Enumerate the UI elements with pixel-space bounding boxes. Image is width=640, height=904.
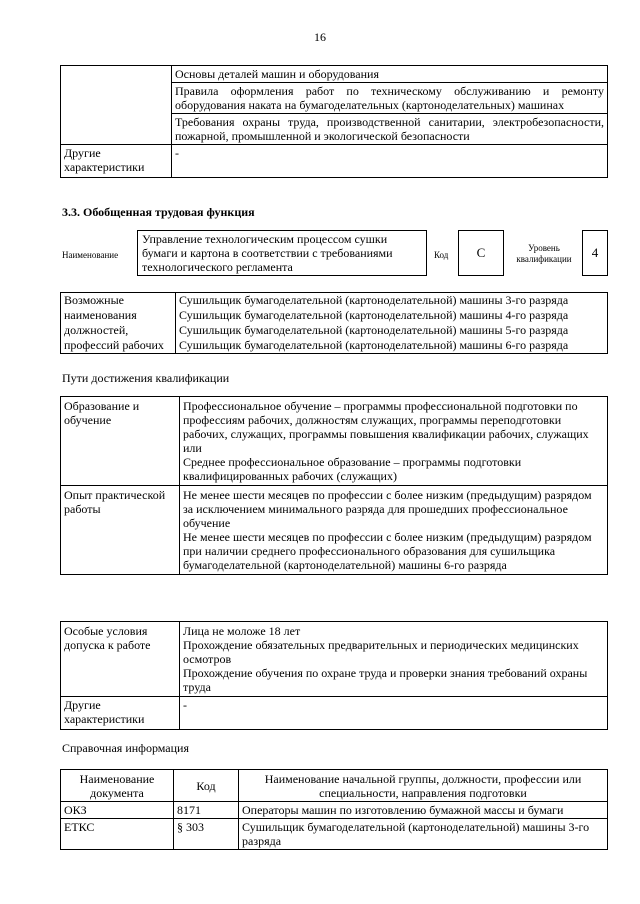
other-characteristics-value: - [180,697,608,730]
table-row [61,486,608,575]
other-characteristics-label: Другие характеристики [61,145,172,178]
paths-title: Пути достижения квалификации [62,371,230,385]
other-characteristics-value: - [172,145,608,178]
code-value: C [476,245,486,260]
list-item: Сушильщик бумагоделательной (картоноделательной) машины 3-го разряда [179,293,569,307]
level-box [582,230,608,276]
cell-document: ОКЗ [61,802,174,819]
table-row [61,802,608,819]
admission-value [180,622,608,697]
list-item: Прохождение обучения по охране труда и проверки знания требований охраны труда [183,666,588,694]
experience-label: Опыт практической работы [61,486,180,575]
other-characteristics-label: Другие характеристики [61,697,180,730]
list-item: Лица не моложе 18 лет [183,624,301,638]
level-value: 4 [591,245,599,260]
header-name: Наименование начальной группы, должности, профессии или специальности, направления подготовки [239,770,608,802]
positions-label: Возможные наименования должностей, профессий рабочих [61,293,176,354]
empty-label-cell [61,66,172,145]
header-document: Наименование документа [61,770,174,802]
cell-name: Сушильщик бумагоделательной (картоноделательной) машины 3-го разряда [239,819,608,850]
function-name: Управление технологическим процессом сушки бумаги и картона в соответствии с требованиями технологического регламента [142,232,393,274]
table-row [61,622,608,697]
admission-table [60,621,608,730]
reference-table [60,769,608,850]
name-label: Наименование [62,250,119,260]
table-row [61,397,608,486]
education-value [180,397,608,486]
table-row [61,819,608,850]
reference-title: Справочная информация [62,741,189,755]
table-row [61,697,608,730]
header-code: Код [174,770,239,802]
section-title: 3.3. Обобщенная трудовая функция [62,205,255,219]
table-header-row [61,770,608,802]
cell-code: § 303 [174,819,239,850]
cell-name: Операторы машин по изготовлению бумажной массы и бумаги [239,802,608,819]
top-knowledge-table [60,65,608,178]
education-text-2: Среднее профессиональное образование – программы подготовки квалифицированных рабочих (служащих) [183,455,522,483]
positions-table [60,292,608,354]
knowledge-item: Правила оформления работ по техническому обслуживанию и ремонту оборудования наката на бумагоделательных (картоноделательных) машинах [172,83,608,114]
function-name-box [137,230,427,276]
positions-values [176,293,608,354]
code-label: Код [434,250,449,260]
experience-value [180,486,608,575]
list-item: Сушильщик бумагоделательной (картоноделательной) машины 5-го разряда [179,323,569,337]
table-row [61,145,608,178]
knowledge-item: Требования охраны труда, производственной санитарии, электробезопасности, пожарной, промышленной и экологической безопасности [172,114,608,145]
code-box [458,230,504,276]
qualification-paths-table [60,396,608,575]
knowledge-item: Основы деталей машин и оборудования [172,66,608,83]
admission-label: Особые условия допуска к работе [61,622,180,697]
table-row [61,66,608,83]
education-text: Профессиональное обучение – программы профессиональной подготовки по профессиям рабочих, должностям служащих, программы переподготовки рабочих, служащих, программы повышения квалификации рабочих, служащих [183,399,589,441]
list-item: Прохождение обязательных предварительных и периодических медицинских осмотров [183,638,579,666]
list-item: Сушильщик бумагоделательной (картоноделательной) машины 4-го разряда [179,308,569,322]
cell-document: ЕТКС [61,819,174,850]
education-label: Образование и обучение [61,397,180,486]
level-label: Уровень квалификации [516,243,572,264]
page-number: 16 [314,30,326,44]
experience-text-2: Не менее шести месяцев по профессии с более низким (предыдущим) разрядом при наличии среднего профессионального образования для сушильщика бумагоделательной (картоноделательной) машины 6-го разряда [183,530,592,572]
experience-text: Не менее шести месяцев по профессии с более низким (предыдущим) разрядом за исключением минимального разряда для прошедших профессиональное обучение [183,488,592,530]
table-row [61,293,608,354]
list-item: Сушильщик бумагоделательной (картоноделательной) машины 6-го разряда [179,338,569,352]
cell-code: 8171 [174,802,239,819]
education-or: или [183,441,202,455]
